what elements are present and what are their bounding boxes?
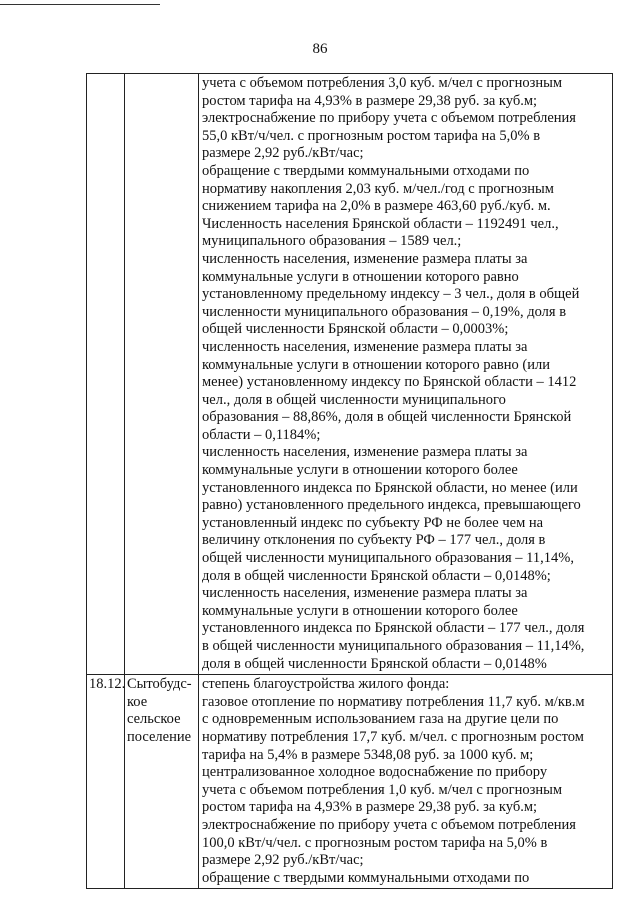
text-line: чел., доля в общей численности муниципального <box>202 391 506 408</box>
text-line: нормативу потребления 17,7 куб. м/чел. с прогнозным ростом <box>202 728 584 745</box>
text-line: электроснабжение по прибору учета с объемом потребления <box>202 110 576 127</box>
text-line: коммунальные услуги в отношении которого более <box>202 462 518 479</box>
table-row-18-12 <box>87 675 613 889</box>
text-line: 100,0 кВт/ч/чел. с прогнозным ростом тарифа на 5,0% в <box>202 834 548 851</box>
text-line: численность населения, изменение размера платы за <box>202 338 528 355</box>
row-number-cell: 18.12. <box>87 675 125 889</box>
text-line: коммунальные услуги в отношении которого равно <box>202 268 519 285</box>
text-line: установленный индекс по субъекту РФ не более чем на <box>202 514 544 531</box>
text-line: обращение с твердыми коммунальными отходами по <box>202 162 530 179</box>
text-line: Численность населения Брянской области – 1192491 чел., <box>202 215 559 232</box>
top-rule <box>0 4 160 5</box>
row-text <box>202 676 610 887</box>
text-line: общей численности муниципального образования – 11,14%, <box>202 550 574 567</box>
text-line: численность населения, изменение размера платы за <box>202 444 528 461</box>
text-line: газовое отопление по нормативу потребления 11,7 куб. м/кв.м <box>202 693 585 710</box>
table-row-continued <box>87 74 613 675</box>
text-line: образования – 88,86%, доля в общей численности Брянской <box>202 409 572 426</box>
text-line: установленного индекса по Брянской области, но менее (или <box>202 479 578 496</box>
row-text <box>202 75 610 673</box>
text-line: степень благоустройства жилого фонда: <box>202 676 450 693</box>
text-line: поселение <box>127 728 192 745</box>
row-text-cell <box>199 74 613 675</box>
text-line: области – 0,1184%; <box>202 426 321 443</box>
row-name-cell <box>125 675 199 889</box>
row-number-cell <box>87 74 125 675</box>
text-line: сельское <box>127 711 181 728</box>
text-line: муниципального образования – 1589 чел.; <box>202 233 462 250</box>
text-line: численность населения, изменение размера платы за <box>202 250 528 267</box>
text-line: снижением тарифа на 2,0% в размере 463,60 руб./куб. м. <box>202 198 551 215</box>
text-line: общей численности Брянской области – 0,0003%; <box>202 321 509 338</box>
text-line: доля в общей численности Брянской области – 0,0148%; <box>202 567 551 584</box>
page-number: 86 <box>312 41 328 57</box>
text-line: численность населения, изменение размера платы за <box>202 585 528 602</box>
text-line: численности муниципального образования – 0,19%, доля в <box>202 303 567 320</box>
text-line: Сытобудс- <box>127 676 192 693</box>
text-line: электроснабжение по прибору учета с объемом потребления <box>202 816 576 833</box>
text-line: централизованное холодное водоснабжение по прибору <box>202 764 548 781</box>
text-line: доля в общей численности Брянской области – 0,0148% <box>202 655 547 672</box>
text-line: обращение с твердыми коммунальными отходами по <box>202 869 530 886</box>
text-line: коммунальные услуги в отношении которого более <box>202 602 518 619</box>
row-name-cell <box>125 74 199 675</box>
text-line: размере 2,92 руб./кВт/час; <box>202 852 364 869</box>
text-line: тарифа на 5,4% в размере 5348,08 руб. за 1000 куб. м; <box>202 746 534 763</box>
text-line: в общей численности муниципального образования – 11,14%, <box>202 638 585 654</box>
text-line: 55,0 кВт/ч/чел. с прогнозным ростом тарифа на 5,0% в <box>202 127 541 144</box>
settlement-name <box>127 676 196 746</box>
text-line: величину отклонения по субъекту РФ – 177 чел., доля в <box>202 532 546 549</box>
text-line: равно) установленного предельного индекса, превышающего <box>202 497 581 514</box>
text-line: менее) установленному индексу по Брянской области – 1412 <box>202 374 577 391</box>
text-line: коммунальные услуги в отношении которого равно (или <box>202 356 550 373</box>
text-line: учета с объемом потребления 1,0 куб. м/чел с прогнозным <box>202 781 563 798</box>
text-line: установленного индекса по Брянской области – 177 чел., доля <box>202 620 585 637</box>
text-line: нормативу накопления 2,03 куб. м/чел./год с прогнозным <box>202 180 554 197</box>
text-line: ростом тарифа на 4,93% в размере 29,38 руб. за куб.м; <box>202 799 538 816</box>
text-line: учета с объемом потребления 3,0 куб. м/чел с прогнозным <box>202 75 563 91</box>
text-line: ростом тарифа на 4,93% в размере 29,38 руб. за куб.м; <box>202 92 538 109</box>
document-table <box>86 73 613 889</box>
text-line: с одновременным использованием газа на другие цели по <box>202 711 559 728</box>
text-line: размере 2,92 руб./кВт/час; <box>202 145 364 162</box>
row-text-cell <box>199 675 613 889</box>
text-line: установленному предельному индексу – 3 чел., доля в общей <box>202 286 580 303</box>
text-line: кое <box>127 693 148 710</box>
